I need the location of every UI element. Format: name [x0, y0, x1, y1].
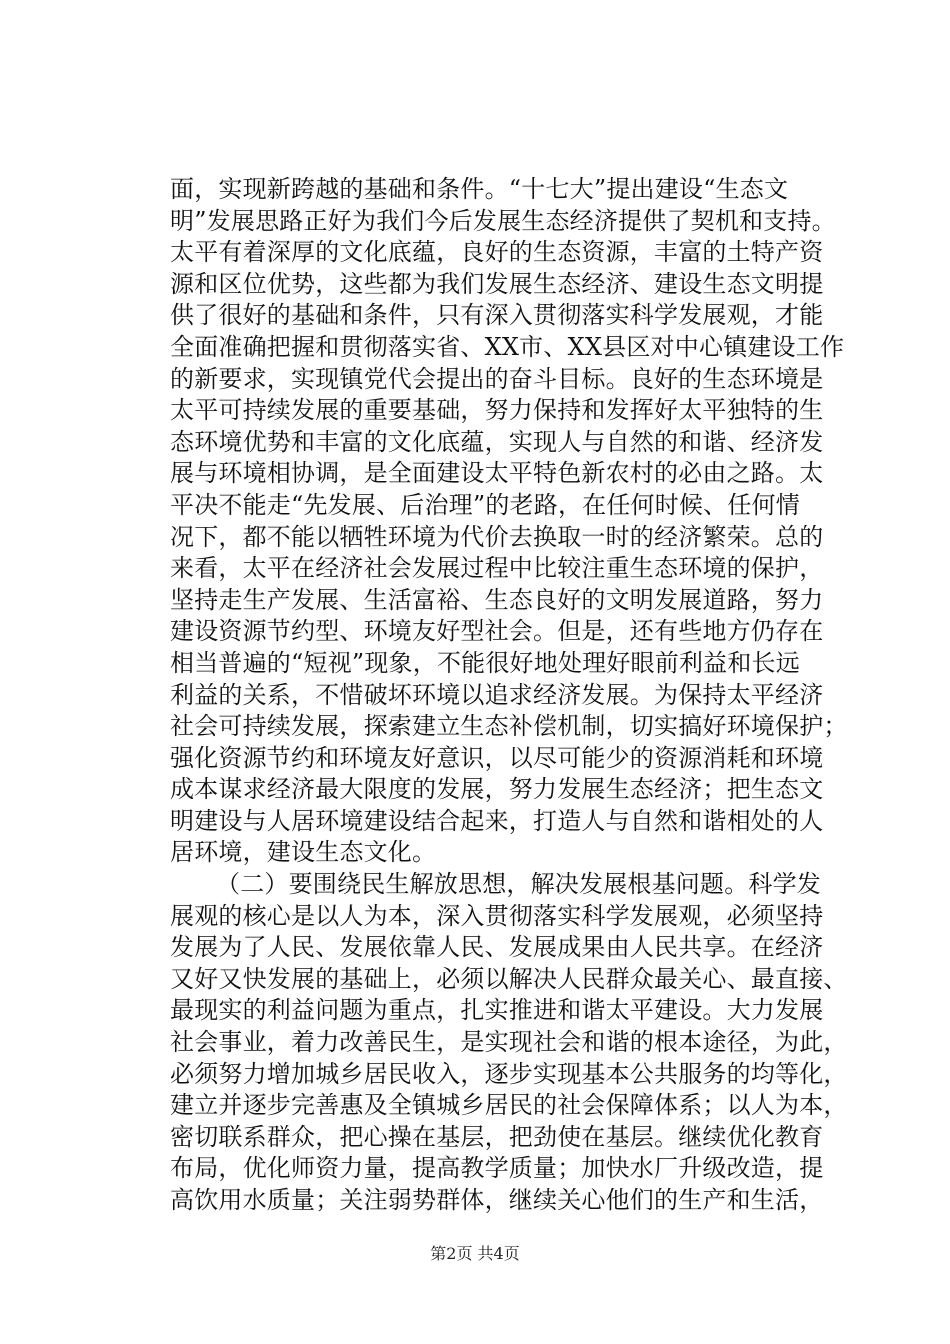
text-line: 坚持走生产发展、生活富裕、生态良好的文明发展道路，努力	[170, 585, 824, 614]
text-line: 建立并逐步完善惠及全镇城乡居民的社会保障体系；以人为本，	[170, 1091, 848, 1120]
text-line: 高饮用水质量；关注弱势群体，继续关心他们的生产和生活，	[170, 1186, 824, 1214]
text-line: 又好又快发展的基础上，必须以解决人民群众最关心、最直接、	[170, 964, 848, 993]
text-line: 建设资源节约型、环境友好型社会。但是，还有些地方仍存在	[170, 617, 824, 646]
text-line: 平决不能走“先发展、后治理”的老路，在任何时候、任何情	[170, 490, 800, 519]
text-line: 成本谋求经济最大限度的发展，努力发展生态经济；把生态文	[170, 775, 824, 804]
text-line: 密切联系群众，把心操在基层，把劲使在基层。继续优化教育	[170, 1122, 824, 1151]
text-line: 面，实现新跨越的基础和条件。“十七大”提出建设“生态文	[170, 175, 789, 203]
text-line: 社会可持续发展，探索建立生态补偿机制，切实搞好环境保护；	[170, 712, 848, 741]
text-line: 供了很好的基础和条件，只有深入贯彻落实科学发展观，才能	[170, 301, 824, 330]
paragraph-start-line: （二）要围绕民生解放思想，解决发展根基问题。科学发	[216, 870, 821, 899]
text-line: 态环境优势和丰富的文化底蕴，实现人与自然的和谐、经济发	[170, 427, 824, 456]
body-text	[170, 174, 848, 1217]
text-line: 况下，都不能以牺牲环境为代价去换取一时的经济繁荣。总的	[170, 522, 824, 551]
text-line: 发展为了人民、发展依靠人民、发展成果由人民共享。在经济	[170, 933, 824, 962]
text-line: 必须努力增加城乡居民收入，逐步实现基本公共服务的均等化，	[170, 1059, 848, 1088]
text-line: 社会事业，着力改善民生，是实现社会和谐的根本途径，为此，	[170, 1028, 848, 1057]
text-line: 居环境，建设生态文化。	[170, 838, 437, 867]
page-number-label: 第2页 共4页	[430, 1244, 520, 1263]
text-line: 太平可持续发展的重要基础，努力保持和发挥好太平独特的生	[170, 396, 824, 425]
text-line: 相当普遍的“短视”现象，不能很好地处理好眼前利益和长远	[170, 648, 800, 677]
text-line: 来看，太平在经济社会发展过程中比较注重生态环境的保护，	[170, 554, 824, 583]
text-line: 全面准确把握和贯彻落实省、XX市、XX县区对中心镇建设工作	[170, 332, 845, 361]
text-line: 展观的核心是以人为本，深入贯彻落实科学发展观，必须坚持	[170, 901, 824, 930]
text-line: 最现实的利益问题为重点，扎实推进和谐太平建设。大力发展	[170, 996, 824, 1025]
text-line: 利益的关系，不惜破坏环境以追求经济发展。为保持太平经济	[170, 680, 824, 709]
text-line: 展与环境相协调，是全面建设太平特色新农村的必由之路。太	[170, 459, 824, 488]
text-line: 源和区位优势，这些都为我们发展生态经济、建设生态文明提	[170, 269, 824, 298]
text-line: 太平有着深厚的文化底蕴，良好的生态资源，丰富的土特产资	[170, 238, 824, 267]
text-line: 明建设与人居环境建设结合起来，打造人与自然和谐相处的人	[170, 806, 824, 835]
text-line: 的新要求，实现镇党代会提出的奋斗目标。良好的生态环境是	[170, 364, 824, 393]
page-footer	[0, 1244, 950, 1264]
text-line: 明”发展思路正好为我们今后发展生态经济提供了契机和支持。	[170, 206, 836, 235]
text-line: 强化资源节约和环境友好意识，以尽可能少的资源消耗和环境	[170, 743, 824, 772]
text-line: 布局，优化师资力量，提高教学质量；加快水厂升级改造，提	[170, 1154, 824, 1183]
